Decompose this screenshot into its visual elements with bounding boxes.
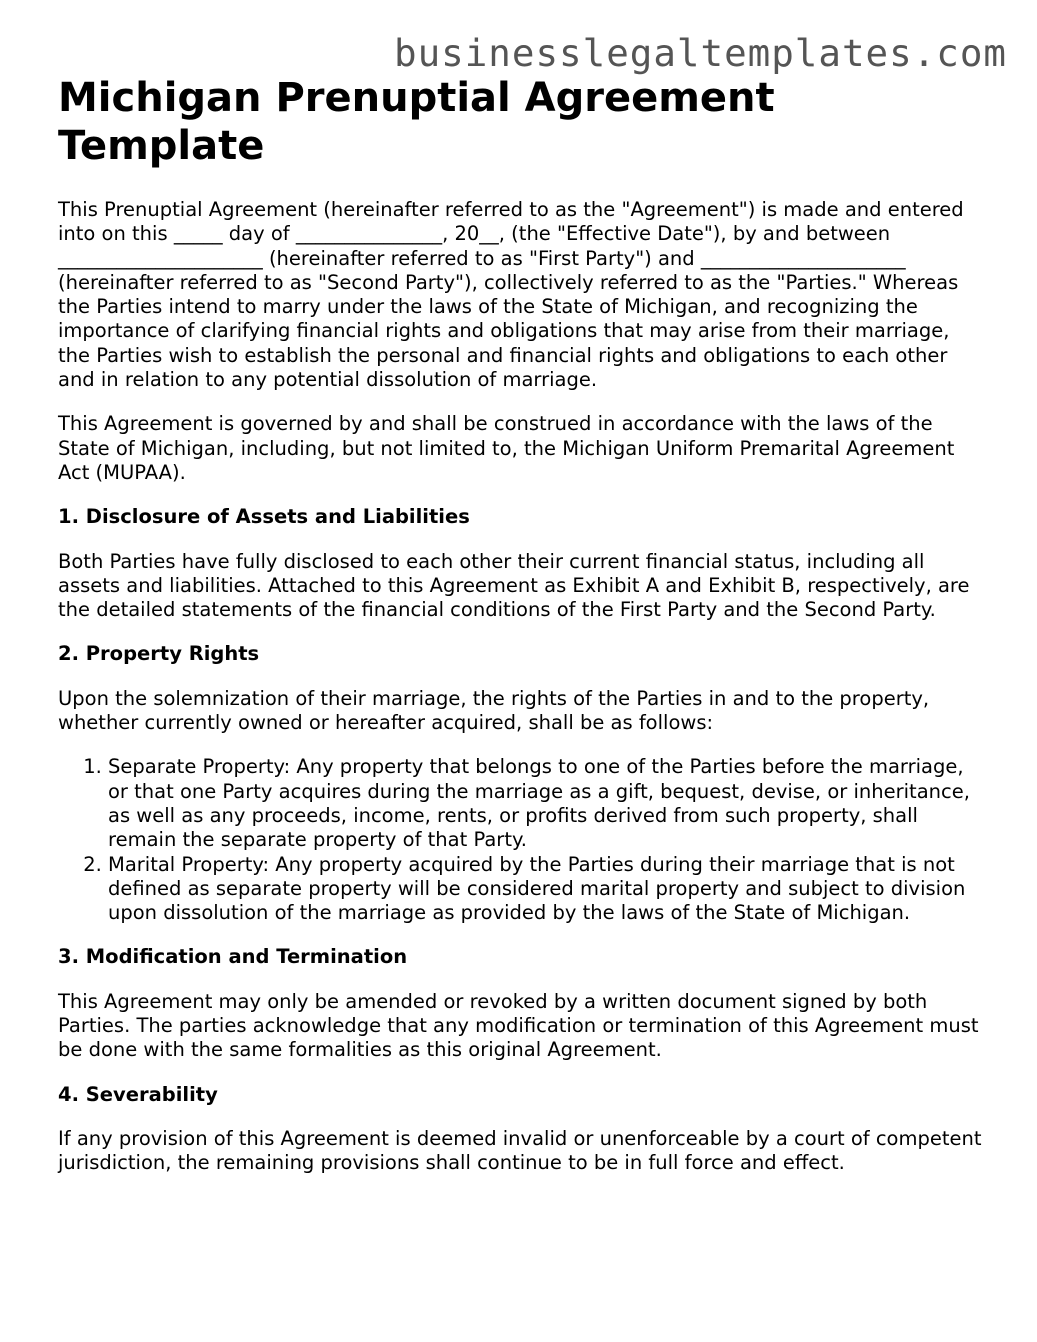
section-text-severability: If any provision of this Agreement is deemed invalid or unenforceable by a court of competent jurisdiction, the remaining provisions shall continue to be in full force and effect. [58,1126,982,1175]
list-item-separate-property: 1. Separate Property: Any property that belongs to one of the Parties before the marriage, or that one Party acquires during the marriage as a gift, bequest, devise, or inheritance, as well as any proceeds, income, rents, or profits derived from such property, shall remain the separate property of that Party. [108,755,983,852]
section-heading-property-rights: 2. Property Rights [58,642,260,666]
site-watermark: businesslegaltemplates.com [394,31,1007,75]
section-heading-disclosure: 1. Disclosure of Assets and Liabilities [58,505,470,529]
section-heading-severability: 4. Severability [58,1082,218,1106]
section-heading-modification: 3. Modification and Termination [58,945,408,969]
governing-law-paragraph: This Agreement is governed by and shall be construed in accordance with the laws of the State of Michigan, including, but not limited to, the Michigan Uniform Premarital Agreement Act (MUPAA). [58,412,955,484]
list-item-marital-property: 2. Marital Property: Any property acquired by the Parties during their marriage that is not defined as separate property will be considered marital property and subject to division upon dissolution of the marriage as provided by the laws of the State of Michigan. [108,853,983,926]
section-text-disclosure: Both Parties have fully disclosed to each other their current financial status, including all assets and liabilities. Attached to this Agreement as Exhibit A and Exhibit B, respectively, are the detailed statements of the financial conditions of the First Party and the Second Party. [58,549,970,622]
section-text-property-rights: Upon the solemnization of their marriage, the rights of the Parties in and to the property, whether currently owned or hereafter acquired, shall be as follows: [58,686,930,735]
section-text-modification: This Agreement may only be amended or revoked by a written document signed by both Parties. The parties acknowledge that any modification or termination of this Agreement must be done with the same formalities as this original Agreement. [58,989,979,1062]
document-title: Michigan Prenuptial Agreement Template [58,75,775,169]
document-body [58,74,983,1196]
property-rights-list [58,755,983,925]
intro-paragraph: This Prenuptial Agreement (hereinafter referred to as the "Agreement") is made and entered into on this _____ day of _______________, 20__, (the "Effective Date"), by and between _____________________ (hereinafter referred to as "First Party") and _____________________ (hereinafter referred to as "Second Party"), collectively referred to as the "Parties." Whereas the Parties intend to marry under the laws of the State of Michigan, and recognizing the importance of clarifying financial rights and obligations that may arise from their marriage, the Parties wish to establish the personal and financial rights and obligations to each other and in relation to any potential dissolution of marriage. [58,198,964,392]
